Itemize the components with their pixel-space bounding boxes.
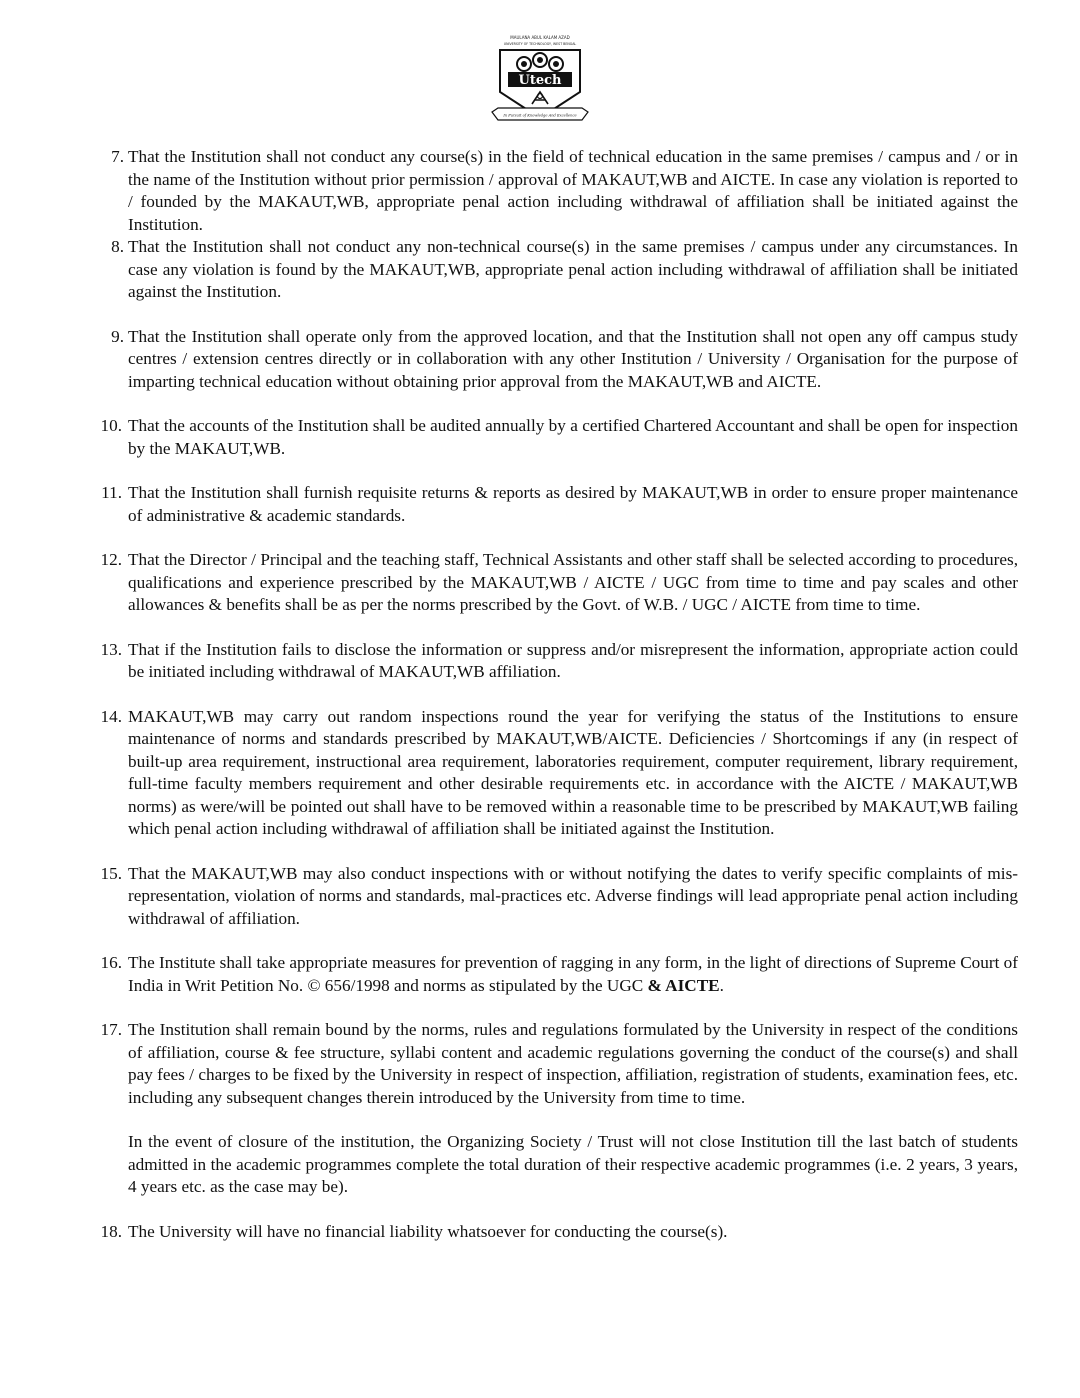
- list-item-7: [90, 146, 1018, 236]
- item-text: That the MAKAUT,WB may also conduct inspections with or without notifying the dates to verify specific complaints of mis-representation, violation of norms and standards, mal-practices etc. Adverse findings will lead appropriate penal action including withdrawal of affiliation.: [128, 863, 1018, 928]
- item-number: 9.: [111, 326, 124, 346]
- item-text-bold: & AICTE: [647, 975, 720, 995]
- list-item-13: [90, 639, 1018, 684]
- list-item-12: [90, 549, 1018, 617]
- logo-top-text-1: MAULANA ABUL KALAM AZAD: [510, 35, 570, 40]
- list-item-15: [90, 863, 1018, 931]
- item-number: 13.: [100, 639, 122, 659]
- item-text: MAKAUT,WB may carry out random inspections round the year for verifying the status of the Institutions to ensure maintenance of norms and standards prescribed by MAKAUT,WB/AICTE. Deficiencies / Shortcomings if any (in respect of built-up area requirement, instructional area requirement, laboratories requirement, computer requirement, library requirement, full-time faculty members requirement and other desirable requirements etc. in accordance with the AICTE / MAKAUT,WB norms) as were/will be pointed out shall have to be removed within a reasonable time to be prescribed by MAKAUT,WB failing which penal action including withdrawal of affiliation shall be initiated against the Institution.: [128, 706, 1018, 838]
- item-text: The University will have no financial liability whatsoever for conducting the course(s).: [128, 1221, 728, 1241]
- item-text-end: .: [719, 975, 724, 995]
- item-number: 10.: [100, 416, 122, 435]
- logo-ribbon-text: In Pursuit of Knowledge And Excellence: [503, 113, 577, 118]
- item-number: 11.: [101, 483, 122, 502]
- list-item-10: [90, 415, 1018, 460]
- list-item-8: [90, 236, 1018, 304]
- item-text: The Institution shall remain bound by the norms, rules and regulations formulated by the University in respect of the conditions of affiliation, course & fee structure, syllabi content and academic regulations governing the conduct of the course(s) and shall pay fees / charges to be fixed by the University in respect of inspection, affiliation, registration of students, examination fees, etc. including any subsequent changes therein introduced by the University from time to time.: [128, 1020, 1018, 1107]
- item-number: 15.: [100, 863, 122, 883]
- utech-emblem: [488, 30, 592, 130]
- item-text: That the Institution shall furnish requisite returns & reports as desired by MAKAUT,WB in order to ensure proper maintenance of administrative & academic standards.: [128, 483, 1018, 525]
- item-text-main: The Institute shall take appropriate measures for prevention of ragging in any form, in the light of directions of Supreme Court of India in Writ Petition No. © 656/1998 and norms as stipulated by the UGC: [128, 953, 1018, 995]
- item-number: 12.: [100, 550, 122, 569]
- item-number: 7.: [111, 147, 124, 166]
- utech-logo: [488, 30, 592, 130]
- list-item-16: [90, 952, 1018, 997]
- item-number: 14.: [100, 706, 122, 726]
- item-extra-paragraph: In the event of closure of the institution, the Organizing Society / Trust will not close Institution till the last batch of students admitted in the academic programmes complete the total duration of their respective academic programmes (i.e. 2 years, 3 years, 4 years etc. as the case may be).: [128, 1132, 1018, 1196]
- list-item-14: [90, 706, 1018, 841]
- list-item-11: [90, 482, 1018, 527]
- logo-top-text-2: UNIVERSITY OF TECHNOLOGY, WEST BENGAL: [503, 42, 577, 46]
- item-number: 8.: [111, 237, 124, 256]
- item-text: That the Institution shall operate only from the approved location, and that the Institution shall not open any off campus study centres / extension centres directly or in collaboration with any other Institution / University / Organisation for the purpose of imparting technical education without obtaining prior approval from the MAKAUT,WB and AICTE.: [128, 326, 1018, 391]
- item-text: That if the Institution fails to disclose the information or suppress and/or misrepresent the information, appropriate action could be initiated including withdrawal of MAKAUT,WB affiliation.: [128, 639, 1018, 681]
- logo-name: Utech: [518, 73, 562, 88]
- item-text: That the Director / Principal and the teaching staff, Technical Assistants and other staff shall be selected according to procedures, qualifications and experience prescribed by the MAKAUT,WB / AICTE / UGC from time to time and pay scales and other allowances & benefits shall be as per the norms prescribed by the Govt. of W.B. / UGC / AICTE from time to time.: [128, 550, 1018, 614]
- conditions-list: [90, 146, 1018, 1243]
- item-text: [128, 952, 1018, 997]
- list-item-9: [90, 326, 1018, 394]
- item-text: That the Institution shall not conduct any non-technical course(s) in the same premises / campus under any circumstances. In case any violation is found by the MAKAUT,WB, appropriate penal action including withdrawal of affiliation shall be initiated against the Institution.: [128, 237, 1018, 301]
- item-text: That the accounts of the Institution shall be audited annually by a certified Chartered Accountant and shall be open for inspection by the MAKAUT,WB.: [128, 416, 1018, 458]
- list-item-18: [90, 1221, 1018, 1244]
- list-item-17: [90, 1019, 1018, 1199]
- item-number: 18.: [100, 1221, 122, 1241]
- item-text: That the Institution shall not conduct any course(s) in the field of technical education in the same premises / campus and / or in the name of the Institution without prior permission / approval of MAKAUT,WB and AICTE. In case any violation is reported to / founded by the MAKAUT,WB, appropriate penal action including withdrawal of affiliation shall be initiated against the Institution.: [128, 147, 1018, 234]
- item-number: 16.: [100, 953, 122, 972]
- item-number: 17.: [100, 1020, 122, 1039]
